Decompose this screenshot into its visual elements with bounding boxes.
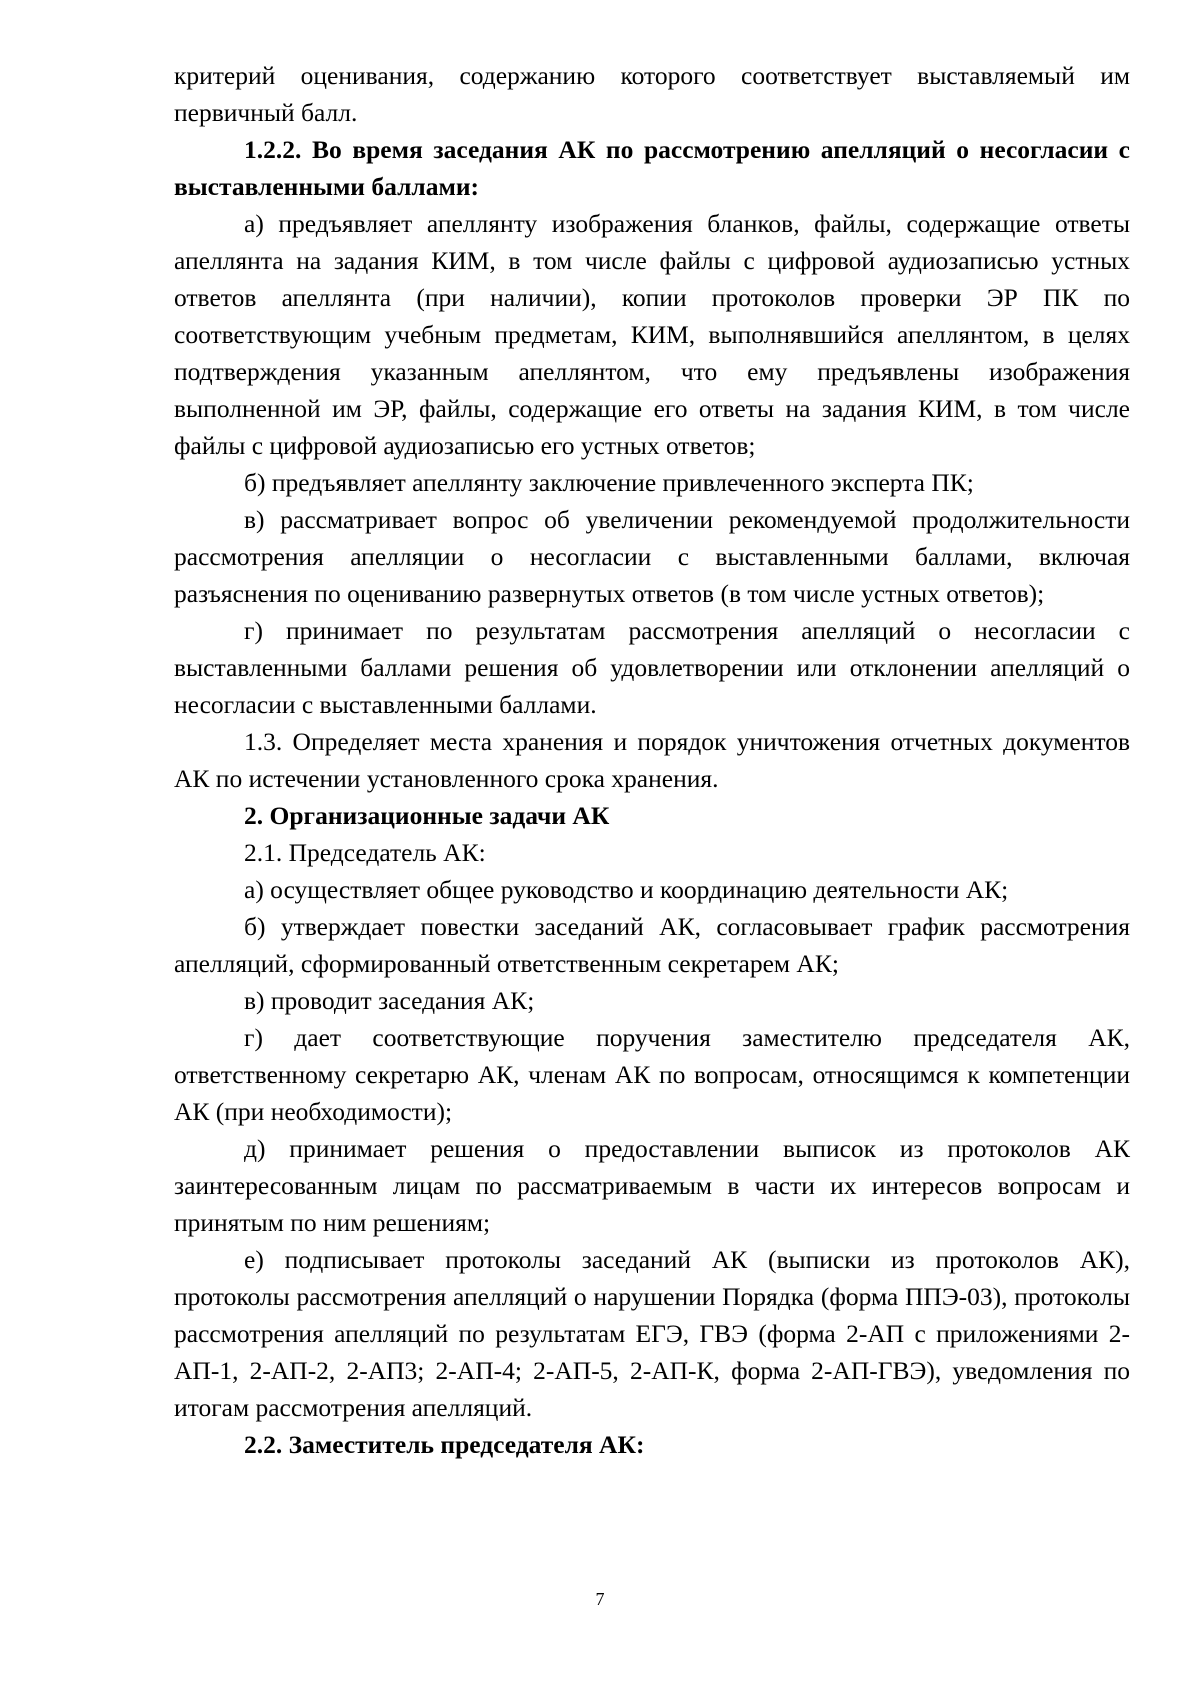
section-heading-2-2: 2.2. Заместитель председателя АК:	[244, 1430, 645, 1459]
list-item-a: а) предъявляет апеллянту изображения бланков, файлы, содержащие ответы апеллянта на задания КИМ, в том числе файлы с цифровой аудиозаписью устных ответов апеллянта (при наличии), копии протоколов проверки ЭР ПК по соответствующим учебным предметам, КИМ, выполнявшийся апеллянтом, в целях подтверждения указанным апеллянтом, что ему предъявлены изображения выполненной им ЭР, файлы, содержащие его ответы на задания КИМ, в том числе файлы с цифровой аудиозаписью его устных ответов;	[174, 209, 1130, 460]
section-heading-2: 2. Организационные задачи АК	[244, 801, 610, 830]
list-item-g: г) принимает по результатам рассмотрения апелляций о несогласии с выставленными баллами решения об удовлетворении или отклонении апелляций о несогласии с выставленными баллами.	[174, 616, 1130, 719]
list-item-a: а) осуществляет общее руководство и координацию деятельности АК;	[244, 875, 1009, 904]
section-heading-1-2-2: 1.2.2. Во время заседания АК по рассмотрению апелляций о несогласии с выставленными баллами:	[174, 135, 1130, 201]
list-item-b: б) утверждает повестки заседаний АК, согласовывает график рассмотрения апелляций, сформированный ответственным секретарем АК;	[174, 912, 1130, 978]
page-body	[174, 57, 1130, 1463]
section-paragraph-1-3: 1.3. Определяет места хранения и порядок уничтожения отчетных документов АК по истечении установленного срока хранения.	[174, 727, 1130, 793]
page-number: 7	[595, 1589, 605, 1609]
subsection-2-1: 2.1. Председатель АК:	[244, 838, 486, 867]
list-item-v: в) рассматривает вопрос об увеличении рекомендуемой продолжительности рассмотрения апелляции о несогласии с выставленными баллами, включая разъяснения по оцениванию развернутых ответов (в том числе устных ответов);	[174, 505, 1130, 608]
list-item-e: е) подписывает протоколы заседаний АК (выписки из протоколов АК), протоколы рассмотрения апелляций о нарушении Порядка (форма ППЭ-03), протоколы рассмотрения апелляций по результатам ЕГЭ, ГВЭ (форма 2-АП с приложениями 2-АП-1, 2-АП-2, 2-АП3; 2-АП-4; 2-АП-5, 2-АП-К, форма 2-АП-ГВЭ), уведомления по итогам рассмотрения апелляций.	[174, 1245, 1130, 1422]
list-item-v: в) проводит заседания АК;	[244, 986, 535, 1015]
list-item-g: г) дает соответствующие поручения заместителю председателя АК, ответственному секретарю АК, членам АК по вопросам, относящимся к компетенции АК (при необходимости);	[174, 1023, 1130, 1126]
list-item-d: д) принимает решения о предоставлении выписок из протоколов АК заинтересованным лицам по рассматриваемым в части их интересов вопросам и принятым по ним решениям;	[174, 1134, 1130, 1237]
list-item-b: б) предъявляет апеллянту заключение привлеченного эксперта ПК;	[244, 468, 974, 497]
paragraph-continuation: критерий оценивания, содержанию которого соответствует выставляемый им первичный балл.	[174, 61, 1130, 127]
